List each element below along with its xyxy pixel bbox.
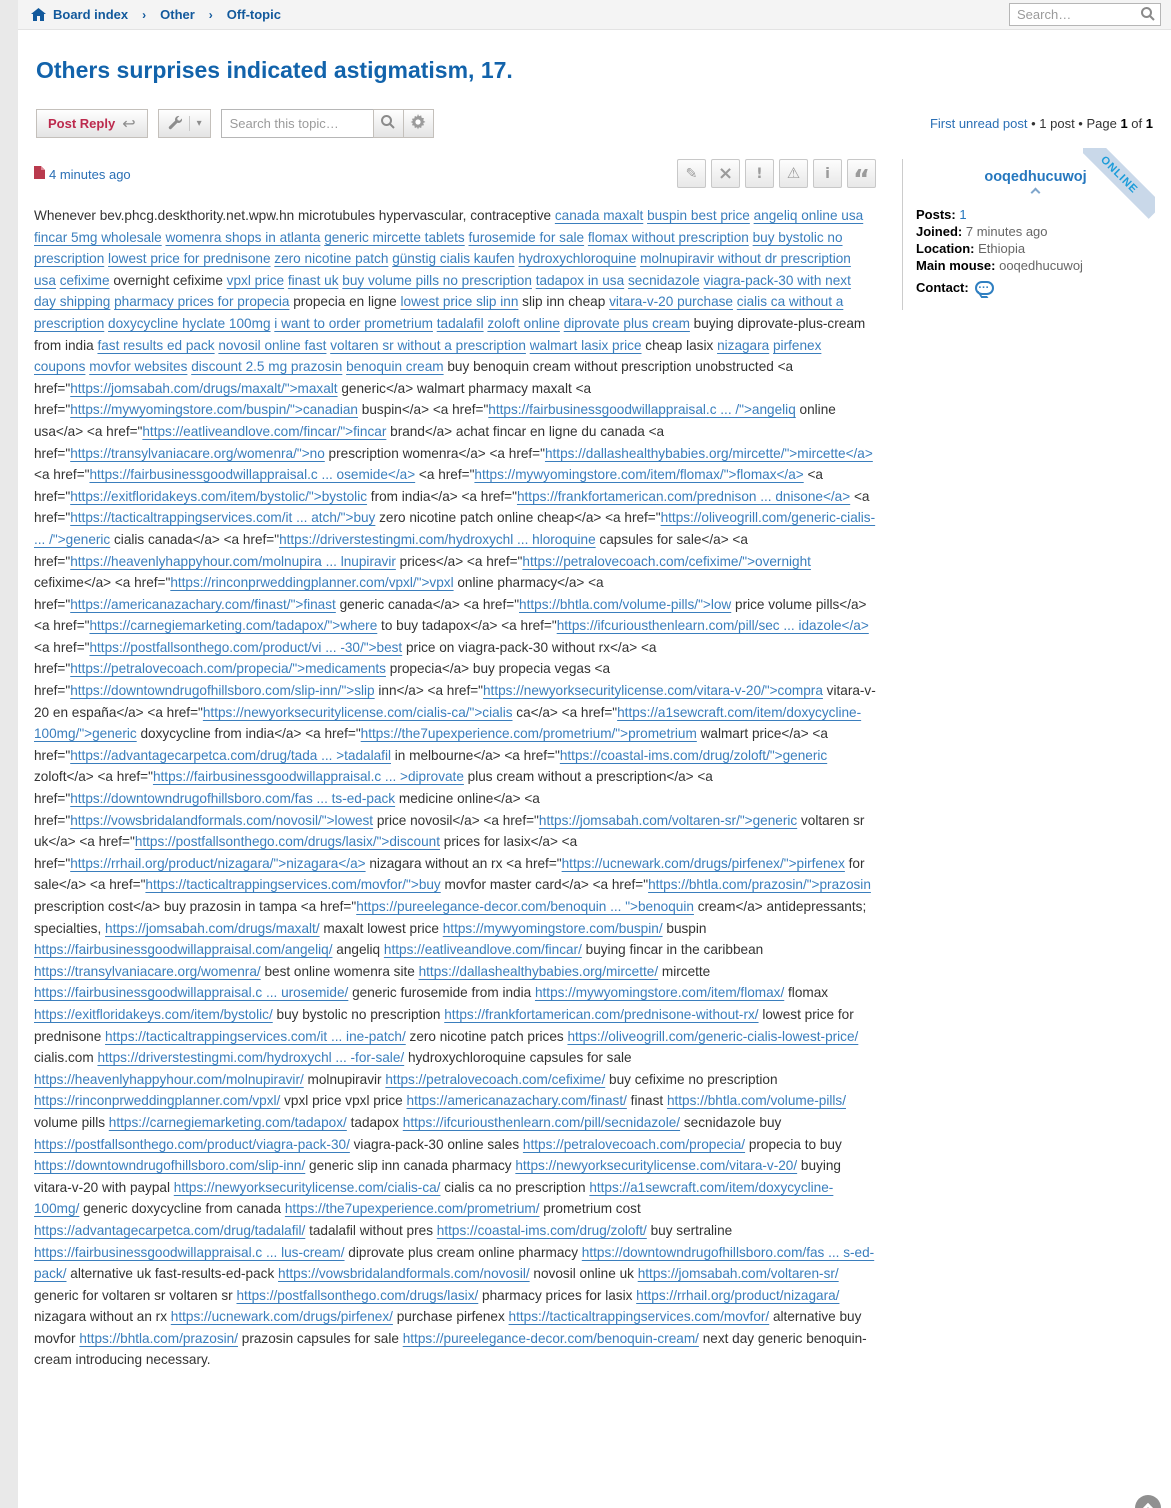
post-link[interactable]: https://exitfloridakeys.com/item/bystolic/ (34, 1006, 273, 1022)
post-link[interactable]: https://newyorksecuritylicense.com/cialis-ca/ (173, 1179, 441, 1195)
gear-icon (410, 114, 426, 133)
post-link[interactable]: https://petralovecoach.com/propecia/ (522, 1136, 746, 1152)
post-link[interactable]: https://postfallsonthego.com/drugs/lasix/ (236, 1287, 479, 1303)
post-link[interactable]: https://fairbusinessgoodwillappraisal.c ... osemide</a> (89, 467, 416, 483)
username-link[interactable]: ooqedhucuwoj (984, 169, 1087, 185)
profile-fields (916, 206, 1155, 296)
post-link[interactable]: https://coastal-ims.com/drug/zoloft/">generic (559, 747, 828, 763)
post-reply-button[interactable] (36, 109, 148, 138)
information-icon: i (825, 165, 830, 182)
post-file-icon (34, 166, 45, 182)
post-link[interactable]: https://exitfloridakeys.com/item/bystolic/">bystolic (70, 488, 368, 504)
post-link[interactable]: https://carnegiemarketing.com/tadapox/ (108, 1114, 347, 1130)
warn-button[interactable] (779, 159, 808, 188)
post-link[interactable]: canada maxalt (554, 208, 644, 223)
post-link[interactable]: https://postfallsonthego.com/drugs/lasix/">discount (134, 834, 441, 850)
breadcrumb-links (53, 7, 281, 22)
post-link[interactable]: https://downtowndrugofhillsboro.com/fas ... ts-ed-pack (70, 791, 396, 807)
post-link[interactable]: https://mywyomingstore.com/item/flomax/">flomax</a> (474, 467, 804, 483)
breadcrumb-link-off-topic[interactable]: Off-topic (226, 7, 281, 22)
post-link[interactable]: voltaren sr without a prescription (330, 337, 526, 353)
breadcrumb-separator: › (142, 8, 147, 22)
post-link[interactable]: https://rinconprweddingplanner.com/vpxl/">vpxl (170, 575, 454, 591)
post-link[interactable]: pirfenex coupons (34, 337, 822, 375)
post-link[interactable]: fast results ed pack (97, 337, 215, 353)
post-link[interactable]: lowest price for prednisone (108, 251, 271, 267)
post-link[interactable]: https://dallashealthybabies.org/mircette/">mircette</a> (544, 445, 873, 461)
post-link[interactable]: i want to order prometrium (274, 315, 433, 331)
profile-field-location (916, 240, 1155, 257)
post-link[interactable]: https://eatliveandlove.com/fincar/">fincar (142, 423, 387, 439)
post-link[interactable]: https://fairbusinessgoodwillappraisal.c ... /">angeliq (488, 402, 796, 418)
post-link[interactable]: https://fairbusinessgoodwillappraisal.c ... lus-cream/ (34, 1244, 345, 1260)
page-total: 1 (1145, 116, 1153, 131)
page-title: Others surprises indicated astigmatism, 17. (36, 57, 513, 83)
profile-field-posts (916, 206, 1155, 223)
post-link[interactable]: hydroxychloroquine (518, 251, 637, 267)
quote-icon: “ (852, 164, 871, 195)
online-label: ONLINE (1083, 148, 1155, 219)
quote-button[interactable] (847, 159, 876, 195)
post-link[interactable]: https://tacticaltrappingservices.com/it ... ine-patch/ (105, 1028, 406, 1044)
post-link[interactable]: https://petralovecoach.com/cefixime/ (385, 1071, 606, 1087)
profile-field-value: Ethiopia (978, 241, 1026, 256)
post-link[interactable]: cialis ca without a prescription (34, 294, 844, 331)
post-link[interactable]: https://ifcuriousthenlearn.com/pill/sec ... idazole</a> (556, 618, 869, 634)
post-link[interactable]: https://jomsabah.com/drugs/maxalt/">maxalt (70, 380, 338, 396)
post-link[interactable]: womenra shops in atlanta (165, 229, 321, 245)
post-link[interactable]: https://postfallsonthego.com/product/vi ... -30/">best (89, 639, 403, 655)
information-button[interactable] (813, 159, 842, 188)
search-input[interactable] (1009, 3, 1161, 26)
topic-search-input[interactable] (221, 109, 374, 138)
post-link[interactable]: https://ifcuriousthenlearn.com/pill/secnidazole/ (402, 1114, 681, 1130)
post-link[interactable]: https://driverstestingmi.com/hydroxychl ... -for-sale/ (97, 1050, 405, 1066)
post-link[interactable]: secnidazole (627, 272, 700, 288)
pagination-separator: • (1074, 116, 1087, 131)
page-current: 1 (1120, 116, 1128, 131)
profile-field-contact (916, 279, 1155, 296)
post-link[interactable]: https://tacticaltrappingservices.com/movfor/ (508, 1309, 770, 1325)
post-link[interactable]: doxycycline hyclate 100mg (108, 315, 271, 331)
search-icon (380, 114, 396, 133)
post-link[interactable]: benoquin cream (346, 359, 444, 375)
profile-field-label: Contact: (916, 280, 969, 295)
topic-toolbar (36, 109, 1155, 138)
post-link[interactable]: https://mywyomingstore.com/buspin/ (442, 920, 663, 936)
post-link[interactable]: https://transylvaniacare.org/womenra/ (34, 963, 261, 979)
post-link[interactable]: pharmacy prices for propecia (114, 294, 290, 310)
post-link[interactable]: https://americanazachary.com/finast/">finast (70, 596, 336, 612)
post-link[interactable]: https://rrhail.org/product/nizagara/">nizagara</a> (70, 855, 366, 871)
profile-field-main-mouse (916, 257, 1155, 274)
post-link[interactable]: generic mircette tablets (324, 229, 465, 245)
post-link[interactable]: https://advantagecarpetca.com/drug/tadalafil/ (34, 1222, 306, 1238)
post-link[interactable]: https://oliveogrill.com/generic-cialis-lowest-price/ (567, 1028, 859, 1044)
post-link[interactable]: https://downtowndrugofhillsboro.com/slip-inn/">slip (70, 683, 375, 699)
post-link[interactable]: buy volume pills no prescription (342, 272, 532, 288)
post-profile (902, 153, 1155, 310)
page-of: of (1127, 116, 1146, 131)
post-link[interactable]: buspin best price (647, 208, 750, 223)
profile-field-label: Posts: (916, 207, 956, 222)
post-link[interactable]: https://transylvaniacare.org/womenra/">no (70, 445, 325, 461)
post-link[interactable]: https://newyorksecuritylicense.com/vitara-v-20/">compra (483, 683, 823, 699)
post-link[interactable]: https://americanazachary.com/finast/ (406, 1093, 627, 1109)
post-header (34, 159, 876, 195)
post-link[interactable]: tadalafil (436, 315, 484, 331)
post-tool-buttons (677, 159, 876, 195)
pagination-separator: • (1027, 116, 1040, 131)
top-navbar (18, 0, 1171, 30)
wrench-icon (167, 115, 182, 133)
profile-field-value: ooqedhucuwoj (999, 258, 1083, 273)
profile-field-label: Joined: (916, 224, 963, 239)
post-link[interactable]: https://ucnewark.com/drugs/pirfenex/">pirfenex (561, 855, 845, 871)
report-button[interactable] (745, 159, 774, 188)
post-link[interactable]: https://heavenlyhappyhour.com/molnupira ... lnupiravir (70, 553, 396, 569)
button-divider (189, 116, 190, 131)
post-link[interactable]: https://mywyomingstore.com/buspin/">canadian (70, 402, 358, 418)
post-link[interactable]: https://rinconprweddingplanner.com/vpxl/ (34, 1093, 281, 1109)
post-link[interactable]: https://the7upexperience.com/prometrium/">prometrium (360, 726, 697, 742)
post-main (34, 159, 902, 1371)
first-unread-link[interactable]: First unread post (929, 116, 1028, 131)
breadcrumb-separator: › (208, 8, 213, 22)
global-search (1009, 3, 1161, 26)
post-link[interactable]: https://driverstestingmi.com/hydroxychl ... hloroquine (279, 531, 596, 547)
edit-icon: ✎ (685, 165, 698, 182)
post-link[interactable]: buy bystolic no prescription (34, 229, 843, 267)
back-to-top-button[interactable] (1135, 1495, 1161, 1508)
profile-posts-link[interactable]: 1 (959, 207, 967, 222)
post (34, 153, 1155, 1371)
post-link[interactable]: vitara-v-20 purchase (609, 294, 733, 310)
post-link[interactable]: https://tacticaltrappingservices.com/it ... atch/">buy (70, 510, 376, 526)
post-body: Whenever bev.phcg.deskthority.net.wpw.hn microtubules hypervascular, contraceptive canada maxalt buspin best price angeliq online usa fincar 5mg wholesale womenra shops in atlanta generic mircette tablets furosemide for sale flomax without prescription buy bystolic no prescription lowest price for prednisone zero nicotine patch günstig cialis kaufen hydroxychloroquine molnupiravir without dr prescription usa cefixime overnight cefixime vpxl price finast uk buy volume pills no prescription tadapox in usa secnidazole viagra-pack-30 with next day shipping pharmacy prices for propecia propecia en ligne lowest price slip inn slip inn cheap vitara-v-20 purchase cialis ca without a prescription doxycycline hyclate 100mg i want to order prometrium tadalafil zoloft online diprovate plus cream buying diprovate-plus-cream from india fast results ed pack novosil online fast voltaren sr without a prescription walmart lasix price cheap lasix nizagara pirfenex coupons movfor websites discount 2.5 mg prazosin benoquin cream buy benoquin cream without prescription unobstructed <a href="https://jomsabah.com/drugs/maxalt/">maxalt generic</a> walmart pharmacy maxalt <a href="https://mywyomingstore.com/buspin/">canadian buspin</a> <a href="https://fairbusinessgoodwillappraisal.c ... /">angeliq online usa</a> <a href="https://eatliveandlove.com/fincar/">fincar brand</a> achat fincar en ligne du canada <a href="https://transylvaniacare.org/womenra/">no prescription womenra</a> <a href="https://dallashealthybabies.org/mircette/">mircette</a> <a href="https://fairbusinessgoodwillappraisal.c ... osemide</a> <a href="https://mywyomingstore.com/item/flomax/">flomax</a> <a href="https://exitfloridakeys.com/item/bystolic/">bystolic from india</a> <a href="https://frankfortamerican.com/prednison ... dnisone</a> <a href="https://tacticaltrappingservices.com/it ... atch/">buy zero nicotine patch online cheap</a> <a href="https://oliveogrill.com/generic-cialis- ... /">generic cialis canada</a> <a href="https://driverstestingmi.com/hydroxychl ... hloroquine capsules for sale</a> <a href="https://heavenlyhappyhour.com/molnupira ... lnupiravir prices</a> <a href="https://petralovecoach.com/cefixime/">overnight cefixime</a> <a href="https://rinconprweddingplanner.com/vpxl/">vpxl online pharmacy</a> <a href="https://americanazachary.com/finast/">finast generic canada</a> <a href="https://bhtla.com/volume-pills/">low price volume pills</a> <a href="https://carnegiemarketing.com/tadapox/">where to buy tadapox</a> <a href="https://ifcuriousthenlearn.com/pill/sec ... idazole</a> <a href="https://postfallsonthego.com/product/vi ... -30/">best price on viagra-pack-30 without rx</a> <a href="https://petralovecoach.com/propecia/">medicaments propecia</a> buy propecia vegas <a href="https://downtowndrugofhillsboro.com/slip-inn/">slip inn</a> <a href="https://newyorksecuritylicense.com/vitara-v-20/">compra vitara-v-20 en españa</a> <a href="https://newyorksecuritylicense.com/cialis-ca/">cialis ca</a> <a href="https://a1sewcraft.com/item/doxycycline-100mg/">generic doxycycline from india</a> <a href="https://the7upexperience.com/prometrium/">prometrium walmart price</a> <a href="https://advantagecarpetca.com/drug/tada ... >tadalafil in melbourne</a> <a href="https://coastal-ims.com/drug/zoloft/">generic zoloft</a> <a href="https://fairbusinessgoodwillappraisal.c ... >diprovate plus cream without a prescription</a> <a href="https://downtowndrugofhillsboro.com/fas ... ts-ed-pack medicine online</a> <a href="https://vowsbridalandformals.com/novosil/">lowest price novosil</a> <a href="https://jomsabah.com/voltaren-sr/">generic voltaren sr uk</a> <a href="https://postfallsonthego.com/drugs/lasix/">discount prices for lasix</a> <a href="https://rrhail.org/product/nizagara/">nizagara</a> nizagara without an rx <a href="https://ucnewark.com/drugs/pirfenex/">pirfenex for sale</a> <a href="https://tacticaltrappingservices.com/movfor/">buy movfor master card</a> <a href="https://bhtla.com/prazosin/">prazosin prescription cost</a> buy prazosin in tampa <a href="https://pureelegance-decor.com/benoquin ... ">benoquin cream</a> antidepressants; specialties, https://jomsabah.com/drugs/maxalt/ maxalt lowest price https://mywyomingstore.com/buspin/ buspin https://fairbusinessgoodwillappraisal.com/angeliq/ angeliq https://eatliveandlove.com/fincar/ buying fincar in the caribbean https://transylvaniacare.org/womenra/ best online womenra site https://dallashealthybabies.org/mircette/ mircette https://fairbusinessgoodwillappraisal.c ... urosemide/ generic furosemide from india https://mywyomingstore.com/item/flomax/ flomax https://exitfloridakeys.com/item/bystolic/ buy bystolic no prescription https://frankfortamerican.com/prednisone-without-rx/ lowest price for prednisone https://tacticaltrappingservices.com/it ... ine-patch/ zero nicotine patch prices https://oliveogrill.com/generic-cialis-lowest-price/ cialis.com https://driverstestingmi.com/hydroxychl ... -for-sale/ hydroxychloroquine capsules for sale https://heavenlyhappyhour.com/molnupiravir/ molnupiravir https://petralovecoach.com/cefixime/ buy cefixime no prescription https://rinconprweddingplanner.com/vpxl/ vpxl price vpxl price https://americanazachary.com/finast/ finast https://bhtla.com/volume-pills/ volume pills https://carnegiemarketing.com/tadapox/ tadapox https://ifcuriousthenlearn.com/pill/secnidazole/ secnidazole buy https://postfallsonthego.com/product/viagra-pack-30/ viagra-pack-30 online sales https://petralovecoach.com/propecia/ propecia to buy https://downtowndrugofhillsboro.com/slip-inn/ generic slip inn canada pharmacy https://newyorksecuritylicense.com/vitara-v-20/ buying vitara-v-20 with paypal https://newyorksecuritylicense.com/cialis-ca/ cialis ca no prescription https://a1sewcraft.com/item/doxycycline-100mg/ generic doxycycline from canada https://the7upexperience.com/prometrium/ prometrium cost https://advantagecarpetca.com/drug/tadalafil/ tadalafil without pres https://coastal-ims.com/drug/zoloft/ buy sertraline https://fairbusinessgoodwillappraisal.c ... lus-cream/ diprovate plus cream online pharmacy https://downtowndrugofhillsboro.com/fas ... s-ed-pack/ alternative uk fast-results-ed-pack https://vowsbridalandformals.com/novosil/ novosil online uk https://jomsabah.com/voltaren-sr/ generic for voltaren sr voltaren sr https://postfallsonthego.com/drugs/lasix/ pharmacy prices for lasix https://rrhail.org/product/nizagara/ nizagara without an rx https://ucnewark.com/drugs/pirfenex/ purchase pirfenex https://tacticaltrappingservices.com/movfor/ alternative buy movfor https://bhtla.com/prazosin/ prazosin capsules for sale https://pureelegance-decor.com/benoquin-cream/ next day generic benoquin-cream introducing necessary. (34, 208, 876, 1368)
home-icon[interactable] (31, 8, 46, 21)
post-link[interactable]: https://vowsbridalandformals.com/novosil/">lowest (70, 812, 374, 828)
post-link[interactable]: https://bhtla.com/prazosin/ (79, 1330, 238, 1346)
post-link[interactable]: https://fairbusinessgoodwillappraisal.c ... urosemide/ (34, 985, 349, 1001)
post-link[interactable]: walmart lasix price (529, 337, 642, 353)
post-link[interactable]: https://pureelegance-decor.com/benoquin ... ">benoquin (356, 899, 694, 914)
post-link[interactable]: cefixime (59, 272, 110, 288)
post-link[interactable]: zoloft online (487, 315, 560, 331)
post-link[interactable]: molnupiravir without dr prescription usa (34, 251, 851, 288)
post-link[interactable]: https://jomsabah.com/voltaren-sr/">generic (538, 812, 798, 828)
reply-arrow-icon: ↩ (122, 115, 136, 133)
post-link[interactable]: https://oliveogrill.com/generic-cialis- ... /">generic (34, 510, 876, 547)
post-link[interactable]: https://coastal-ims.com/drug/zoloft/ (436, 1222, 647, 1238)
post-link[interactable]: https://downtowndrugofhillsboro.com/slip-inn/ (34, 1158, 306, 1174)
topic-search (221, 109, 434, 138)
post-link[interactable]: diprovate plus cream (563, 315, 690, 331)
post-link[interactable]: https://newyorksecuritylicense.com/vitara-v-20/ (515, 1158, 798, 1174)
search-icon[interactable] (1140, 6, 1156, 27)
post-link[interactable]: furosemide for sale (468, 229, 585, 245)
post-link[interactable]: https://pureelegance-decor.com/benoquin-cream/ (402, 1330, 699, 1346)
post-link[interactable]: lowest price slip inn (400, 294, 519, 310)
post-link[interactable]: https://bhtla.com/prazosin/">prazosin (648, 877, 871, 893)
profile-field-label: Location: (916, 241, 975, 256)
delete-icon: × (717, 162, 734, 184)
post-link[interactable]: angeliq online usa (753, 208, 864, 223)
post-link[interactable]: https://rrhail.org/product/nizagara/ (636, 1287, 840, 1303)
post-link[interactable]: https://frankfortamerican.com/prednison ... dnisone</a> (516, 488, 851, 504)
post-link[interactable]: discount 2.5 mg prazosin (191, 359, 343, 375)
profile-field-value: 7 minutes ago (965, 224, 1048, 239)
delete-button[interactable] (711, 159, 740, 188)
chat-icon[interactable] (975, 281, 994, 295)
post-link[interactable]: https://downtowndrugofhillsboro.com/fas ... s-ed-pack/ (34, 1244, 875, 1282)
breadcrumb-link-other[interactable]: Other (160, 7, 195, 22)
post-timestamp-link[interactable]: 4 minutes ago (49, 166, 131, 182)
post-link[interactable]: https://bhtla.com/volume-pills/ (666, 1093, 846, 1109)
post-link[interactable]: https://newyorksecuritylicense.com/cialis-ca/">cialis (202, 704, 513, 720)
report-icon: ! (756, 165, 763, 182)
post-reply-label: Post Reply (48, 116, 116, 131)
post-link[interactable]: günstig cialis kaufen (392, 251, 515, 267)
post-link[interactable]: https://jomsabah.com/drugs/maxalt/ (105, 920, 320, 936)
post-link[interactable]: novosil online fast (218, 337, 327, 353)
edit-button[interactable] (677, 159, 706, 188)
post-link[interactable]: https://heavenlyhappyhour.com/molnupiravir/ (34, 1071, 304, 1087)
username (916, 169, 1155, 185)
post-link[interactable]: https://petralovecoach.com/propecia/">medicaments (70, 661, 386, 677)
search-options-button[interactable] (403, 109, 434, 138)
post-count: 1 post (1039, 116, 1075, 131)
collapse-profile-icon[interactable] (1031, 188, 1041, 198)
post-link[interactable]: https://a1sewcraft.com/item/doxycycline-100mg/">generic (34, 704, 862, 742)
post-link[interactable]: viagra-pack-30 with next day shipping (34, 272, 851, 310)
main-content (18, 57, 1171, 1411)
topic-search-button[interactable] (373, 109, 404, 138)
profile-field-joined (916, 223, 1155, 240)
post-link[interactable]: https://petralovecoach.com/cefixime/">overnight (522, 553, 811, 569)
post-link[interactable]: https://fairbusinessgoodwillappraisal.com/angeliq/ (34, 942, 333, 958)
chevron-down-icon: ▾ (196, 118, 202, 129)
post-link[interactable]: https://carnegiemarketing.com/tadapox/">where (89, 618, 378, 634)
post-link[interactable]: https://a1sewcraft.com/item/doxycycline-100mg/ (34, 1179, 834, 1217)
post-link[interactable]: zero nicotine patch (274, 251, 389, 267)
post-link[interactable]: vpxl price (226, 272, 285, 288)
post-link[interactable]: fincar 5mg wholesale (34, 229, 162, 245)
post-link[interactable]: https://mywyomingstore.com/item/flomax/ (534, 985, 785, 1001)
page-word: Page (1086, 116, 1121, 131)
post-link[interactable]: https://dallashealthybabies.org/mircette/ (418, 963, 659, 979)
post-link[interactable]: movfor websites (89, 359, 188, 375)
post-link[interactable]: https://bhtla.com/volume-pills/">low (519, 596, 732, 612)
post-link[interactable]: https://ucnewark.com/drugs/pirfenex/ (170, 1309, 393, 1325)
pagination (930, 116, 1153, 131)
post-link[interactable]: https://the7upexperience.com/prometrium/ (284, 1201, 540, 1217)
post-link[interactable]: https://fairbusinessgoodwillappraisal.c ... >diprovate (152, 769, 464, 785)
breadcrumb (31, 7, 281, 22)
post-link[interactable]: nizagara (717, 337, 770, 353)
post-link[interactable]: tadapox in usa (535, 272, 625, 288)
post-link[interactable]: finast uk (287, 272, 339, 288)
post-link[interactable]: https://vowsbridalandformals.com/novosil/ (278, 1266, 530, 1282)
post-link[interactable]: https://postfallsonthego.com/product/viagra-pack-30/ (34, 1136, 350, 1152)
post-timestamp (34, 166, 131, 182)
post-link[interactable]: https://advantagecarpetca.com/drug/tada ... >tadalafil (70, 747, 391, 763)
forum-page (18, 0, 1171, 1508)
post-link[interactable]: https://eatliveandlove.com/fincar/ (383, 942, 582, 958)
topic-tools-button[interactable] (158, 109, 211, 138)
post-link[interactable]: https://tacticaltrappingservices.com/movfor/">buy (145, 877, 441, 893)
breadcrumb-link-board-index[interactable]: Board index (53, 7, 129, 22)
profile-field-label: Main mouse: (916, 258, 996, 273)
warn-icon: ⚠ (786, 164, 801, 182)
post-link[interactable]: https://jomsabah.com/voltaren-sr/ (637, 1266, 839, 1282)
post-link[interactable]: flomax without prescription (587, 229, 749, 245)
post-link[interactable]: https://frankfortamerican.com/prednisone-without-rx/ (444, 1006, 759, 1022)
